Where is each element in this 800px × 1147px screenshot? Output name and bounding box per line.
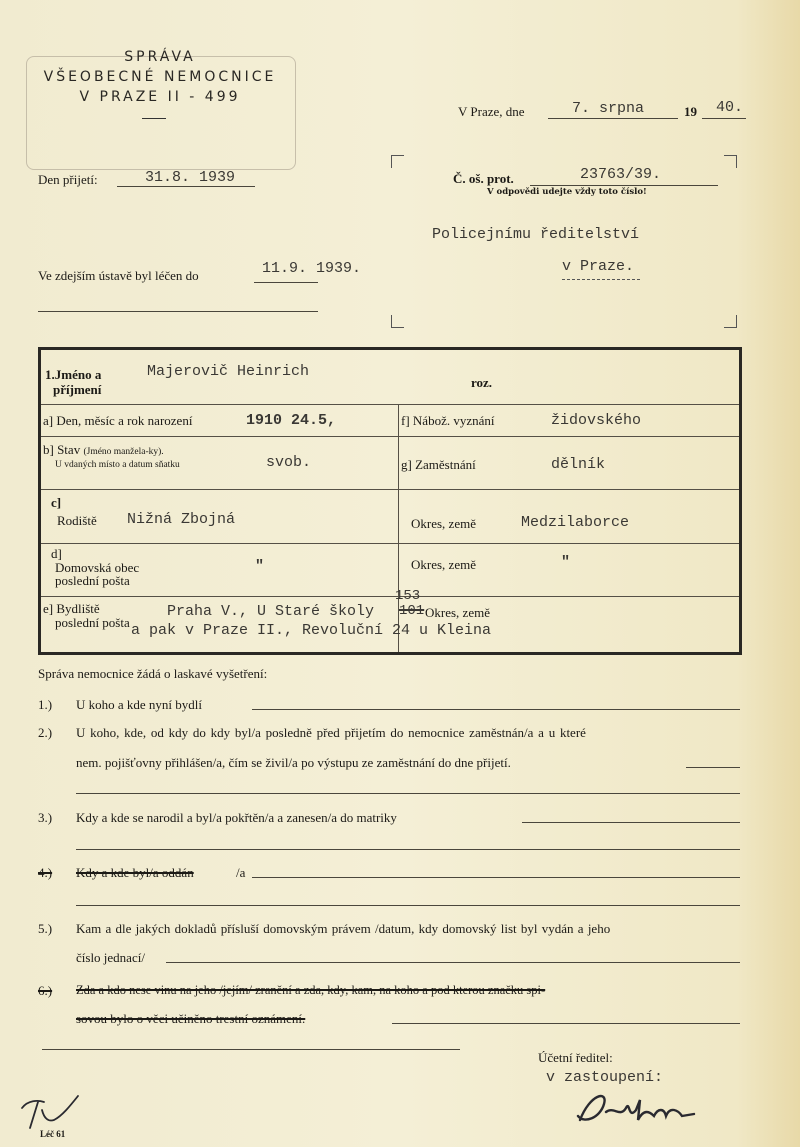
frame-corner-br [724,315,737,328]
residence-label: e] Bydliště [43,601,100,616]
district-value-c: Medzilaborce [521,514,630,531]
request-number: 3.) [38,810,53,825]
stamp-dash [142,118,166,119]
row-divider [41,404,739,405]
request-number: 2.) [38,725,53,740]
district-label-e: Okres, země [425,605,490,620]
director-signature [570,1086,700,1132]
answer-line[interactable] [522,822,740,823]
answer-line[interactable] [76,905,740,906]
request-text-struck: Zda a kdo nese vinu na jeho /jejím/ zranění a zda, kdy, kam, na koho a pod kterou značku spi- [76,983,546,997]
residence-value-1: Praha V., U Staré školy [167,603,375,620]
stamp-line-2: VŠEOBECNÉ NEMOCNICE [43,69,277,85]
admission-date-field [117,169,255,187]
birthdate-label: a] Den, měsíc a rok narození [43,413,193,428]
recipient-underline [562,279,640,280]
request-text: Kdy a kde se narodil a byl/a pokřtěn/a a zanesen/a do matriky [76,810,397,825]
date-day-month: 7. srpna [572,100,645,117]
religion-label: f] Nábož. vyznání [401,413,495,428]
protocol-label: Č. oš. prot. [453,171,514,186]
domicile-value: " [255,558,265,575]
answer-line[interactable] [252,709,740,710]
place-date-label: V Praze, dne [458,104,525,119]
request-number: 5.) [38,921,53,936]
marital-label-note: (Jméno manžela-ky). [83,447,164,457]
answer-line[interactable] [392,1023,740,1024]
domicile-letter: d] [51,546,62,561]
answer-line[interactable] [76,793,740,794]
recipient-line-1: Policejnímu ředitelství [432,226,640,243]
marital-label [43,443,164,459]
request-text-struck: Kdy a kde byl/a oddán [76,865,194,880]
district-label-c: Okres, země [411,516,476,531]
blank-line [38,311,318,312]
request-number-struck: 6.) [38,983,53,998]
treated-until: 11.9. 1939. [262,260,362,277]
request-text-tail: /a [236,865,246,880]
residence-value-2: a pak v Praze II., Revoluční 24 u Kleina [131,622,492,639]
house-number-corrected: 153 [395,588,421,604]
request-text-cont: nem. pojišťovny přihlášen/a, čím se živil/a po výstupu ze zaměstnání do dne přijetí. [76,755,511,770]
birthdate-value: 1910 24.5, [246,412,337,429]
date-field [548,100,678,119]
name-label-1: 1.Jméno a [45,367,102,382]
row-divider [41,543,739,544]
name-label-2: příjmení [53,382,102,397]
deputy-label: v zastoupení: [546,1069,664,1086]
marital-value: svob. [266,454,312,471]
answer-line[interactable] [686,767,740,768]
residence-post-label: poslední pošta [55,615,130,630]
initials-mark [18,1092,82,1132]
row-divider [41,436,739,437]
patient-info-table [38,347,742,655]
name-value: Majerovič Heinrich [147,363,310,380]
occupation-value: dělník [551,456,606,473]
birthplace-value: Nižná Zbojná [127,511,236,528]
marital-label-main: b] Stav [43,442,81,457]
house-number-struck: 101 [399,603,425,619]
protocol-note: V odpovědi udejte vždy toto číslo! [487,187,647,197]
district-value-d: " [561,554,571,571]
protocol-field [530,166,718,186]
birthplace-label: Rodiště [57,513,97,528]
stamp-line-1: SPRÁVA [124,49,196,65]
born-label: roz. [471,375,493,390]
request-text: Kam a dle jakých dokladů přísluší domovským právem /datum, kdy domovský list byl vydán a jeho [76,921,611,936]
blank-line [42,1049,460,1050]
stamp-line-3: V PRAZE II - 499 [79,89,241,105]
row-divider [41,489,739,490]
row-divider [41,596,739,597]
admission-label: Den přijetí: [38,172,98,187]
director-label: Účetní ředitel: [538,1050,613,1065]
marital-label-note-2: U vdaných místo a datum sňatku [55,460,180,470]
religion-value: židovského [551,412,642,429]
frame-corner-bl [391,315,404,328]
district-label-d: Okres, země [411,557,476,572]
frame-corner-tl [391,155,404,168]
year-suffix: 40. [716,99,744,116]
request-number: 1.) [38,697,53,712]
form-code: Léč 61 [40,1129,66,1139]
request-text-cont: číslo jednací/ [76,950,145,965]
request-number-struck: 4.) [38,865,53,880]
domicile-label: Domovská obec [55,560,140,575]
answer-line[interactable] [76,849,740,850]
answer-line[interactable] [252,877,740,878]
answer-line[interactable] [166,962,740,963]
request-text: U koho a kde nyní bydlí [76,697,203,712]
protocol-number: 23763/39. [580,166,662,183]
occupation-label: g] Zaměstnání [401,457,476,472]
domicile-post-label: poslední pošta [55,573,130,588]
admission-date: 31.8. 1939 [145,169,236,186]
birthplace-letter: c] [51,495,62,510]
year-prefix: 19 [684,104,697,119]
year-field [702,99,746,119]
request-text: U koho, kde, od kdy do kdy byl/a posledně před přijetím do nemocnice zaměstnán/a a u které [76,725,586,740]
requests-intro: Správa nemocnice žádá o laskavé vyšetření: [38,666,268,681]
frame-corner-tr [724,155,737,168]
treated-label: Ve zdejším ústavě byl léčen do [38,268,199,283]
recipient-line-2: v Praze. [562,258,635,275]
request-text-struck-cont: sovou bylo o věci učiněno trestní oznámení. [76,1011,306,1026]
